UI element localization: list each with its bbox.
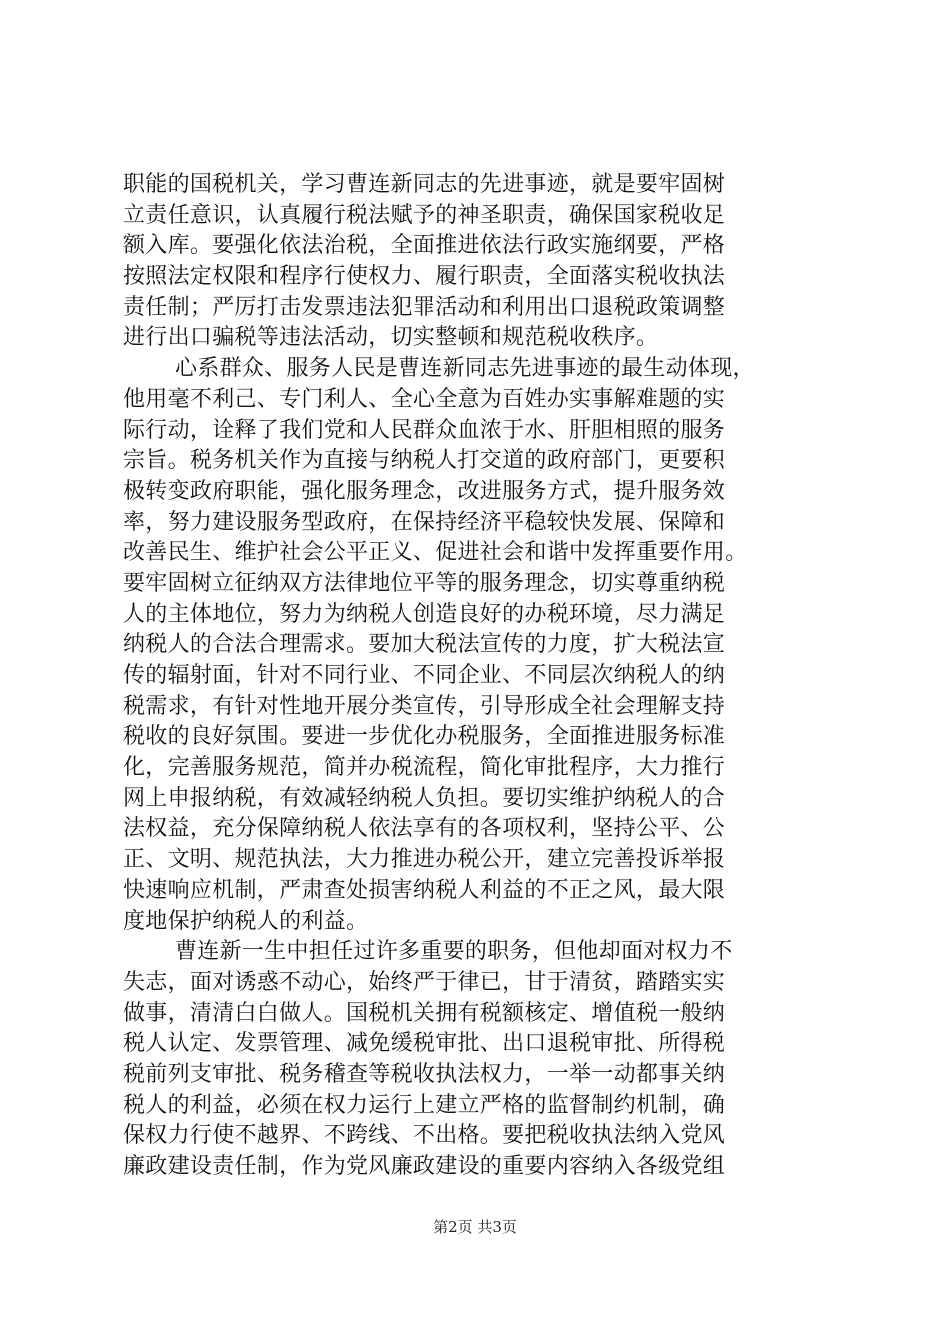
text-line: 度地保护纳税人的利益。: [123, 908, 369, 934]
text-line: 职能的国税机关，学习曹连新同志的先进事迹，就是要牢固树: [123, 172, 726, 197]
text-line: 率，努力建设服务型政府，在保持经济平稳较快发展、保障和: [123, 509, 726, 535]
text-line: 正、文明、规范执法，大力推进办税公开，建立完善投诉举报: [123, 847, 726, 873]
text-line: 人的主体地位，努力为纳税人创造良好的办税环境，尽力满足: [123, 601, 726, 627]
text-line: 他用毫不利己、专门利人、全心全意为百姓办实事解难题的实: [123, 386, 726, 412]
text-line: 纳税人的合法合理需求。要加大税法宣传的力度，扩大税法宣: [123, 632, 726, 658]
text-line: 税收的良好氛围。要进一步优化办税服务，全面推进服务标准: [123, 724, 726, 750]
text-line: 按照法定权限和程序行使权力、履行职责，全面落实税收执法: [123, 264, 726, 290]
text-line: 化，完善服务规范，简并办税流程，简化审批程序，大力推行: [123, 755, 726, 781]
text-line: 心系群众、服务人民是曹连新同志先进事迹的最生动体现，: [175, 356, 755, 382]
text-line: 税前列支审批、税务稽查等税收执法权力，一举一动都事关纳: [123, 1061, 726, 1087]
text-line: 税人的利益，必须在权力运行上建立严格的监督制约机制，确: [123, 1092, 726, 1118]
text-line: 传的辐射面，针对不同行业、不同企业、不同层次纳税人的纳: [123, 663, 726, 688]
text-line: 极转变政府职能，强化服务理念，改进服务方式，提升服务效: [123, 478, 726, 504]
text-line: 失志，面对诱惑不动心，始终严于律已，甘于清贫，踏踏实实: [123, 969, 726, 995]
text-line: 曹连新一生中担任过许多重要的职务，但他却面对权力不: [175, 939, 733, 965]
text-line: 际行动，诠释了我们党和人民群众血浓于水、肝胆相照的服务: [123, 417, 726, 443]
text-line: 做事，清清白白做人。国税机关拥有税额核定、增值税一般纳: [123, 1000, 726, 1026]
page-footer: 第2页 共3页: [433, 1218, 517, 1236]
text-line: 立责任意识，认真履行税法赋予的神圣职责，确保国家税收足: [123, 202, 726, 228]
text-line: 保权力行使不越界、不跨线、不出格。要把税收执法纳入党风: [123, 1123, 726, 1149]
text-line: 网上申报纳税，有效减轻纳税人负担。要切实维护纳税人的合: [123, 785, 726, 811]
text-line: 责任制；严厉打击发票违法犯罪活动和利用出口退税政策调整: [123, 294, 726, 320]
text-line: 廉政建设责任制，作为党风廉政建设的重要内容纳入各级党组: [123, 1154, 726, 1179]
text-line: 税人认定、发票管理、减免缓税审批、出口退税审批、所得税: [123, 1031, 726, 1057]
text-line: 要牢固树立征纳双方法律地位平等的服务理念，切实尊重纳税: [123, 570, 726, 596]
text-line: 进行出口骗税等违法活动，切实整顿和规范税收秩序。: [123, 325, 659, 351]
text-line: 宗旨。税务机关作为直接与纳税人打交道的政府部门，更要积: [123, 448, 726, 474]
text-line: 快速响应机制，严肃查处损害纳税人利益的不正之风，最大限: [123, 877, 726, 903]
text-line: 税需求，有针对性地开展分类宣传，引导形成全社会理解支持: [123, 693, 726, 719]
text-line: 改善民生、维护社会公平正义、促进社会和谐中发挥重要作用。: [123, 540, 748, 566]
text-line: 法权益，充分保障纳税人依法享有的各项权利，坚持公平、公: [123, 816, 726, 842]
document-body: [123, 170, 837, 1183]
text-line: 额入库。要强化依法治税，全面推进依法行政实施纲要，严格: [123, 233, 726, 259]
